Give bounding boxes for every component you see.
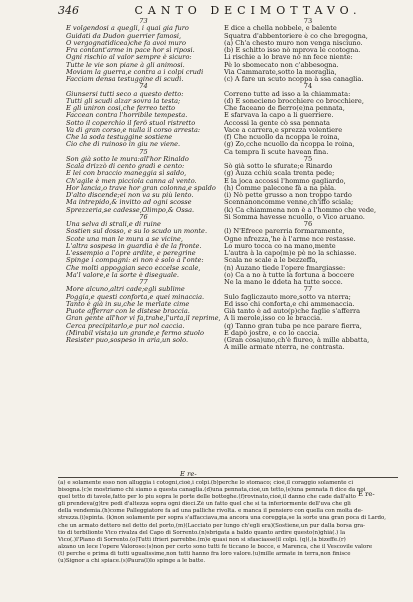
verse-line: Ogne nfrezza,'he à l'arme nce restasse.: [224, 234, 356, 243]
footnote-rule: [58, 477, 398, 478]
verse-line: Tutte le vie son piane à gli animosi.: [66, 60, 185, 69]
verse-line: (n) Auzano tiede l'opere fmargiasse:: [224, 263, 346, 272]
verse-line: (d) E sonecieno brocchiere co brocchiere,: [224, 96, 364, 105]
verse-line: Sprezzeria,se cadesse,Olimpo,& Ossa.: [66, 205, 195, 214]
verse-line: Son già sotto le mura:all'hor Rinaldo: [66, 154, 189, 163]
stanza-number: 76: [139, 212, 148, 221]
verse-line: Sostien sul dosso, e su lo scudo un monte.: [66, 227, 208, 236]
verse-line: Puote afferrar con le distese braccia.: [66, 307, 190, 315]
verse-line: Si Somma havesse ncuollo, o Vico aruano.: [224, 212, 365, 221]
verse-line: Hor lancia,o trave hor gran colonna,e spaldo: [66, 183, 216, 192]
verse-line: Poggia,e questi conforta,e quei minaccia.: [66, 292, 205, 301]
verse-line: (f) Che ncuollo da ncoppa le roina,: [224, 133, 340, 141]
verse-line: (o) Ca a no à tutte la fortuna a boccere: [224, 270, 355, 279]
verse-line: Ch'agile è men picciola canna al vento.: [66, 176, 197, 185]
verse-line: Vace a carrera,e sprezza volentiere: [224, 125, 343, 134]
verse-line: A li merole,isso co le braccia.: [224, 314, 323, 323]
stanza-number: 77: [303, 285, 313, 294]
verse-line: Ogni rischio al valor sempre è sicuro:: [66, 53, 192, 62]
verse-line: (i) Nò pette grusso a non troppo tardo: [224, 191, 352, 199]
verse-line: Resister puo,sospeso in aria,un solo.: [66, 336, 189, 344]
verse-line: (Gran cosa)uno,ch'è fiureo, à mille abbatta,: [224, 336, 370, 344]
catchword-right: E re-: [358, 490, 375, 498]
stanza-number: 73: [139, 18, 148, 25]
footnote-line: che un armato dettero nel detto del porto,(m)(Lacciato per lungo ch'egli era)(Sostiene,un pur dalla borsa gra-: [58, 522, 365, 529]
verse-line: Facciam densa testuggine di scudi.: [66, 75, 184, 83]
verse-line: (h) Comme palecone fà a na pàla.: [224, 183, 337, 192]
verse-line: E la joca accossi l'hommo gagliardo,: [224, 176, 346, 185]
stanza-number: 73: [303, 18, 313, 25]
verse-line: Via Cammarate,sotto la moraglia,: [224, 67, 337, 76]
verse-line: Sotto il coperchio il ferô stuol ristretto: [66, 118, 196, 127]
footnote-line: quel tetto di tavole,fatto per lo piu sopra le porte delle botteghe.(f)rovinato,cioè,il danno che cade dall'alto: [58, 494, 356, 501]
verse-line: Ne la mano le ddeta ha tutte socce.: [224, 278, 343, 286]
verse-line: Una selva di strali,e di ruine: [66, 220, 161, 228]
footnote-line: (a) e solamente esso non alluggia i cotogni,cioè,i colpi.(b)perche lo stomaco; cioè,il coraggio solamente ci: [58, 480, 354, 486]
footnote-line: della vendemia.(h)come Palleggiatore fa ad una palliche rivolta. e manca il pensiero con quella con molta de-: [58, 508, 363, 515]
verse-line: (q) Tanno gran tuba pe nce parare fierra,: [224, 321, 362, 330]
verse-line: Moviam la guerra,e contra a i colpi crudi: [66, 67, 204, 76]
verse-line: More alcuno,altri cade;egli sublime: [66, 285, 185, 294]
verse-line: Ed isso chi conforta,e chi ammenaccia.: [224, 299, 355, 308]
stanza-number: 74: [139, 82, 148, 91]
verse-line: E gli uniron cosi,che ferreo tetto: [66, 104, 176, 112]
verse-line: Lo muro tocca co na mano,mente: [224, 241, 336, 250]
verse-line: L'autra à la capo(m)e pè no la schiasse.: [224, 249, 357, 257]
verse-line: Ma'l valore,e la sorte è diseguale.: [66, 270, 179, 279]
verse-line: O vergognatidicea)che fa avoi muro: [66, 38, 186, 47]
verse-line: Spinge i compagni: ei non è solo a l'onte:: [66, 256, 204, 265]
footnote-line: bisogna.(c)e mostriamo chi siamo a questa canaglia.(d)una pennata,cioè,un tetto,(e)una pennata fi dice da noi: [58, 487, 366, 494]
verse-line: Che faceano de fierro(e)na pennata,: [224, 104, 345, 112]
verse-line: Già tanto è ad auto(p)che faglie s'afferra: [224, 307, 361, 315]
verse-line: (b) E schitto isso nò mprova le ccotogna.: [224, 46, 361, 54]
verse-line: Che la soda testuggine sostiene: [66, 133, 173, 141]
verse-line: Fra contant'arme in pace hor sì riposi.: [66, 46, 195, 54]
footnote-line: alzano un lece l'opere Valoroso:(s)non per certo sono tutti fe ticcano le bocce, e Marenca, che il Vescovile valore: [58, 543, 373, 550]
verse-line: Tanto è già in su,che le merlate cime: [66, 299, 190, 308]
verse-line: D'alto discende;ei non va su più lento.: [66, 191, 194, 199]
footnote-line: (t) perche e prima di tutti ugualissime,non tutti hanno fra loro valore.(u)mille armate in terra,non finisce: [58, 550, 351, 557]
verse-line: (a) Ch'a chesto muro non venga nisciuno.: [224, 38, 363, 47]
verse-line: E volgendosi a quegli, i quai gia furo: [66, 24, 189, 33]
left-column-italian-verse: [66, 18, 221, 344]
stanza-number: 74: [303, 82, 313, 91]
verse-line: E dapò jostre, e co lo caccia.: [224, 328, 320, 337]
verse-line: Guidati da Dudon guerrier famosi,: [66, 31, 182, 40]
verse-line: Cio che di ruinoso in giu ne viene.: [66, 140, 181, 149]
verse-line: Accossi la gente cò ssa pennata: [224, 118, 330, 127]
right-column-neapolitan-verse: [224, 18, 392, 352]
verse-line: Tutti gli scudi alzar sovra la testa;: [66, 96, 181, 105]
footnotes: [58, 480, 398, 565]
running-title: CANTO DECIMOTTAVO.: [134, 4, 362, 17]
verse-line: E dice a chella nobbele, e balente: [224, 24, 337, 33]
verse-line: E lei con braccio maneggia sì saldo,: [66, 169, 187, 178]
verse-line: (c) A fare un scuto ncoppa à ssa canaglia.: [224, 75, 364, 83]
verse-line: (k) Ca chiammena non è a l'hommo che vede,: [224, 205, 377, 214]
verse-line: Che molti appoggian seco eccelse scale,: [66, 263, 201, 272]
stanza-number: 75: [303, 154, 313, 163]
verse-line: Scote una man le mura a se vicine,: [66, 234, 183, 243]
verse-line: Cerca precipitarlo,e pur nol caccia.: [66, 321, 185, 330]
stanza-number: 77: [139, 278, 148, 286]
verse-line: Correno tutte ad isso a la chiammata:: [224, 89, 351, 98]
page-header: [58, 4, 398, 18]
footnote-line: tio di terbilionte Vico rivalza del Capo di Sorrento.(n)sbrigata a baldo quanto ardire questo(n)ghià(.) la: [58, 529, 346, 536]
stanza-number: 75: [139, 147, 148, 156]
verse-line: Faccean contra l'horribile tempesta.: [66, 111, 188, 120]
verse-line: Sò già sotto le sfurate;e Rinardo: [224, 162, 333, 170]
verse-line: Va di gran corso,e nulla il corso arresta:: [66, 125, 201, 134]
verse-line: Scala ne scale a le bezzeffa,: [224, 256, 318, 265]
verse-line: Li rischie a lo brave nò nn fece niente:: [224, 53, 353, 62]
page-number: 346: [58, 4, 79, 17]
footnote-line: gli prendeva(g)tre pedi d'altezza sopra ogni dieci.Zè un fatto quel che si ta inferiormente dell'uva che gli: [58, 501, 351, 508]
verse-line: (g) Auza cchiù scala trenta pede;: [224, 169, 335, 178]
verse-line: Giunsersi tutti seco a questo detto:: [66, 89, 184, 98]
footnote-line: strezza.(i)spinta. (k)non solamente per sopra s'affacciava,ma ancora una coreggia,se la sorte una gran poca di Lardo,: [58, 515, 387, 522]
verse-line: Scala drizzò di cento gradi e cento:: [66, 162, 185, 170]
verse-line: (l) N'Efrece parerria formaramente,: [224, 227, 345, 236]
verse-line: Pè lo sbomecato non c'abbesogna.: [224, 60, 339, 69]
verse-line: Gran gente all'hor vi fa,trahe,l'urta,il reprime,: [66, 314, 221, 323]
verse-line: L'altra sospesa in guardia è de la fronte.: [66, 241, 202, 250]
verse-line: Scennanoncomme venne,ch'iffo sciala;: [224, 198, 354, 207]
verse-line: Squatra d'abbentoriere è co che bregogna,: [224, 31, 368, 40]
stanza-number: 76: [303, 220, 313, 228]
verse-line: Ma intrepido,& invitto ad ogni scosse: [66, 198, 192, 207]
footnote-line: (u)Signor a chi spiace.(s)Paura(l)lo spinge a le batte.: [58, 558, 206, 565]
verse-line: (Mirabil vista)a un grande,e fermo stuolo: [66, 328, 204, 337]
verse-line: (g) Zo,cche ncuollo da ncoppa le roina,: [224, 140, 355, 149]
verse-line: E sfarvava la capo a li guerriere.: [224, 111, 334, 120]
verse-line: L'essempio a l'opre ardite, e peregrine: [66, 249, 196, 257]
verse-line: Sulo fagliczauto more,sotto va nterra;: [224, 292, 351, 301]
catchword-left: E re-: [180, 470, 197, 478]
verse-line: Ca tempra lì scute havean fina.: [224, 147, 329, 156]
verse-line: A mille armate nterra, ne contrasta.: [224, 343, 345, 352]
footnote-line: Vico(.)l'Piano di Sorrento.(o)Tutti ifrieri parrebbe.(m)e quasi non si sfasciasse(il colpi. (q)(.)a bizeffe.(r): [58, 536, 346, 543]
